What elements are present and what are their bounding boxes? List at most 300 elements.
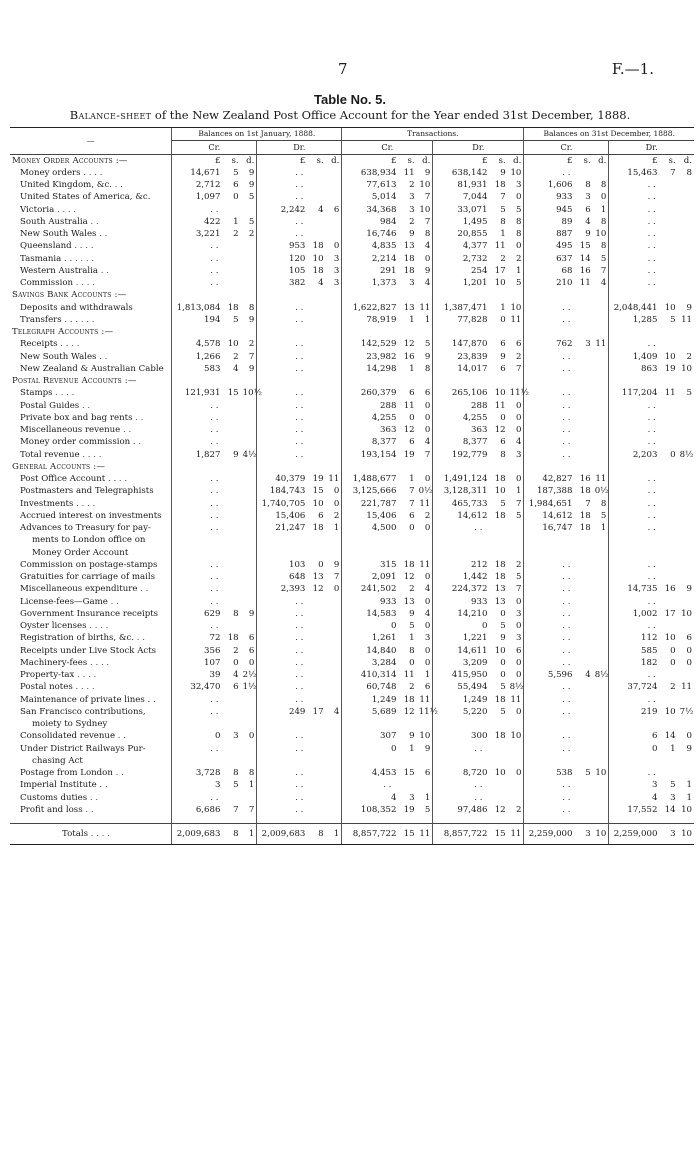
unit-shillings: s. bbox=[231, 155, 239, 166]
value-pence: 2 bbox=[515, 351, 522, 362]
totals-row bbox=[10, 824, 694, 845]
value-pounds: 260,379 bbox=[342, 387, 399, 399]
value-pounds: 33,071 bbox=[433, 204, 490, 216]
value-pounds: 1,495 bbox=[433, 216, 490, 228]
value-empty: . . bbox=[524, 559, 609, 571]
value-empty: . . bbox=[609, 204, 694, 216]
value-pounds: 40,379 bbox=[257, 473, 308, 485]
value-pence: 0 bbox=[424, 596, 431, 607]
row-label-text: Accrued interest on investments bbox=[20, 510, 162, 521]
row-label-text: Government Insurance receipts bbox=[20, 608, 159, 619]
value-pounds: 2,048,441 bbox=[609, 302, 660, 314]
value-pence: 1 bbox=[424, 314, 431, 325]
value-shillings: 1 bbox=[409, 363, 415, 374]
value-pounds: 363 bbox=[342, 424, 399, 436]
row-label bbox=[10, 645, 172, 657]
value-empty: . . bbox=[524, 608, 609, 620]
table-row bbox=[10, 498, 694, 510]
value-empty: . . bbox=[524, 424, 609, 436]
value-empty: . . bbox=[257, 743, 342, 755]
value-pounds: 762 bbox=[524, 338, 575, 350]
value-empty: . . bbox=[524, 583, 609, 595]
value-empty: . . bbox=[609, 228, 694, 240]
row-label-text: Oyster licenses bbox=[20, 621, 87, 631]
total-shillings: 15 bbox=[398, 824, 416, 845]
total-pounds: 2,259,000 bbox=[524, 824, 575, 845]
value-pounds: 291 bbox=[342, 265, 399, 277]
row-label-continuation bbox=[10, 755, 694, 767]
blank-cell bbox=[257, 461, 342, 473]
value-pounds: 953 bbox=[257, 240, 308, 252]
value-pounds: 6 bbox=[609, 730, 660, 742]
header-label-cell: — bbox=[10, 128, 172, 155]
row-label-text: Private box and bag rents bbox=[20, 412, 133, 423]
value-pence: 11 bbox=[419, 302, 431, 313]
value-pence: 8 bbox=[515, 229, 522, 239]
value-pence: 9 bbox=[686, 302, 692, 313]
value-pence: 0 bbox=[248, 657, 255, 668]
value-pounds: 77,828 bbox=[433, 314, 490, 326]
value-empty: . . bbox=[609, 522, 694, 534]
value-shillings: 5 bbox=[233, 314, 239, 325]
value-shillings: 4 bbox=[233, 670, 239, 680]
value-pounds: 15,463 bbox=[609, 167, 660, 179]
value-empty: . . bbox=[609, 596, 694, 608]
value-pounds: 2,393 bbox=[257, 583, 308, 595]
table-row bbox=[10, 473, 694, 485]
value-empty: . . bbox=[524, 706, 609, 718]
value-shillings: 18 bbox=[579, 510, 591, 521]
value-pence: 0 bbox=[424, 474, 431, 484]
value-pence: 4 bbox=[424, 584, 431, 595]
value-shillings: 7 bbox=[409, 498, 415, 509]
value-shillings: 8 bbox=[233, 768, 239, 778]
value-pence: 10 bbox=[595, 229, 607, 239]
value-pounds: 14,017 bbox=[433, 363, 490, 375]
value-pence: 0 bbox=[424, 412, 431, 423]
value-shillings: 12 bbox=[403, 706, 415, 717]
value-shillings: 2 bbox=[409, 682, 415, 693]
header-group-opening: Balances on 1st January, 1888. bbox=[172, 128, 342, 141]
value-pounds: 117,204 bbox=[609, 387, 660, 399]
section-header-row bbox=[10, 326, 694, 338]
value-shillings: 10 bbox=[312, 498, 324, 509]
leader-dots: . . . . bbox=[73, 278, 95, 288]
value-shillings: 15 bbox=[403, 768, 415, 778]
blank-cell bbox=[342, 534, 433, 546]
value-shillings: 12 bbox=[494, 804, 506, 815]
value-pence: 1½ bbox=[242, 682, 257, 693]
value-empty: . . bbox=[524, 436, 609, 448]
row-label bbox=[10, 632, 172, 644]
total-pence: 10 bbox=[678, 824, 694, 845]
value-pounds: 221,787 bbox=[342, 498, 399, 510]
table-row bbox=[10, 400, 694, 412]
row-label: Money Order Account bbox=[32, 547, 129, 558]
value-pounds: 184,743 bbox=[257, 485, 308, 497]
value-pence: 5 bbox=[515, 204, 522, 215]
value-shillings: 8 bbox=[500, 449, 506, 460]
value-shillings: 18 bbox=[403, 253, 415, 264]
total-pence: 11 bbox=[417, 824, 433, 845]
table-row bbox=[10, 253, 694, 265]
value-pounds: 1,261 bbox=[342, 632, 399, 644]
leader-dots: . . bbox=[112, 768, 124, 778]
value-pence: 4 bbox=[424, 241, 431, 252]
value-pounds: 1,201 bbox=[433, 277, 490, 289]
value-pounds: 1,813,084 bbox=[172, 302, 223, 314]
value-pounds: 933 bbox=[433, 596, 490, 608]
value-pounds: 638,142 bbox=[433, 167, 490, 179]
header-group-closing: Balances on 31st December, 1888. bbox=[524, 128, 694, 141]
document-reference: F.—1. bbox=[611, 60, 654, 78]
value-pounds: 193,154 bbox=[342, 449, 399, 461]
value-pounds: 0 bbox=[433, 620, 490, 632]
row-label-continuation bbox=[10, 718, 694, 730]
value-pence: 11 bbox=[419, 559, 431, 570]
unit-pounds: £ bbox=[433, 154, 490, 167]
value-pounds: 5,689 bbox=[342, 706, 399, 718]
row-label-text: Receipts under Live Stock Acts bbox=[20, 645, 157, 656]
value-pounds: 8,377 bbox=[433, 436, 490, 448]
blank-cell bbox=[342, 816, 433, 824]
value-pence: 10 bbox=[681, 804, 692, 815]
subtitle-lead: Balance-sheet bbox=[69, 108, 152, 122]
value-empty: . . bbox=[257, 191, 342, 203]
value-shillings: 4 bbox=[318, 204, 324, 215]
total-pounds: 2,259,000 bbox=[609, 824, 660, 845]
value-pounds: 3,728 bbox=[172, 767, 223, 779]
value-shillings: 5 bbox=[500, 682, 506, 693]
value-empty: . . bbox=[609, 277, 694, 289]
value-shillings: 3 bbox=[409, 792, 415, 803]
value-pounds: 2,242 bbox=[257, 204, 308, 216]
value-shillings: 18 bbox=[494, 731, 506, 742]
value-shillings: 6 bbox=[409, 510, 415, 521]
value-empty: . . bbox=[433, 743, 524, 755]
value-pounds: 224,372 bbox=[433, 583, 490, 595]
value-pence: 3 bbox=[333, 253, 340, 264]
total-shillings: 8 bbox=[222, 824, 240, 845]
value-pounds: 81,931 bbox=[433, 179, 490, 191]
value-pence: 10 bbox=[419, 180, 431, 190]
value-pounds: 20,855 bbox=[433, 228, 490, 240]
row-label bbox=[10, 596, 172, 608]
value-shillings: 18 bbox=[403, 694, 415, 705]
row-label bbox=[10, 804, 172, 816]
value-pounds: 194 bbox=[172, 314, 223, 326]
blank-cell bbox=[433, 534, 524, 546]
row-label bbox=[10, 620, 172, 632]
value-shillings: 5 bbox=[409, 621, 415, 631]
leader-dots: . . . . bbox=[52, 388, 75, 399]
blank-cell bbox=[342, 326, 433, 338]
value-shillings: 18 bbox=[579, 486, 591, 497]
value-pounds: 7,044 bbox=[433, 191, 490, 203]
value-shillings: 0 bbox=[500, 657, 506, 668]
value-shillings: 18 bbox=[494, 559, 506, 570]
row-label-text: United States of America, &c. bbox=[20, 192, 151, 203]
value-shillings: 13 bbox=[494, 584, 506, 595]
value-pounds: 182 bbox=[609, 657, 660, 669]
row-label-text: Postal notes bbox=[20, 682, 73, 693]
value-pence: 8 bbox=[248, 768, 255, 778]
unit-pence: d. bbox=[598, 155, 607, 166]
unit-pounds: £ bbox=[342, 154, 399, 167]
leader-dots: . . bbox=[132, 412, 144, 423]
table-row bbox=[10, 228, 694, 240]
blank-cell bbox=[172, 547, 257, 559]
value-pence: 6 bbox=[424, 768, 431, 778]
value-pence: 9 bbox=[248, 167, 255, 178]
value-empty: . . bbox=[172, 694, 257, 706]
value-shillings: 2 bbox=[409, 584, 415, 595]
value-pounds: 34,368 bbox=[342, 204, 399, 216]
row-label-text: Commission bbox=[20, 278, 74, 288]
value-pounds: 8,377 bbox=[342, 436, 399, 448]
value-pounds: 108,352 bbox=[342, 804, 399, 816]
unit-shillings: s. bbox=[316, 155, 324, 166]
value-empty: . . bbox=[524, 620, 609, 632]
value-pounds: 4 bbox=[342, 792, 399, 804]
leader-dots: . . bbox=[87, 216, 99, 227]
leader-dots: . . . . bbox=[54, 204, 77, 215]
table-subtitle bbox=[0, 108, 700, 122]
value-pence: 0 bbox=[515, 670, 522, 680]
value-empty: . . bbox=[257, 449, 342, 461]
value-empty: . . bbox=[524, 351, 609, 363]
value-pence: 8 bbox=[600, 498, 607, 509]
value-shillings: 18 bbox=[494, 474, 506, 484]
value-empty: . . bbox=[172, 240, 257, 252]
header-groups-row bbox=[10, 128, 694, 141]
value-pence: 5 bbox=[515, 510, 522, 521]
table-body bbox=[10, 154, 694, 845]
value-shillings: 10 bbox=[664, 302, 676, 313]
value-shillings: 15 bbox=[227, 388, 239, 399]
value-pence: 5 bbox=[248, 216, 255, 227]
value-pounds: 585 bbox=[609, 645, 660, 657]
value-shillings: 1 bbox=[409, 633, 415, 644]
value-pounds: 23,839 bbox=[433, 351, 490, 363]
value-pence: 0 bbox=[424, 523, 431, 533]
row-label bbox=[10, 694, 172, 706]
blank-cell bbox=[257, 755, 342, 767]
value-pounds: 42,827 bbox=[524, 473, 575, 485]
row-label-text: Postage from London bbox=[20, 768, 113, 778]
blank-cell bbox=[433, 755, 524, 767]
value-shillings: 13 bbox=[403, 302, 415, 313]
value-pounds: 107 bbox=[172, 657, 223, 669]
value-pounds: 16,746 bbox=[342, 228, 399, 240]
value-pence: 3 bbox=[515, 608, 522, 619]
row-label bbox=[10, 424, 172, 436]
header-cr: Cr. bbox=[172, 141, 257, 154]
leader-dots: . . bbox=[79, 400, 91, 411]
row-label-text: Miscellaneous expenditure bbox=[20, 584, 138, 595]
row-label bbox=[10, 265, 172, 277]
leader-dots: . . bbox=[120, 425, 132, 435]
value-pence: 3 bbox=[515, 449, 522, 460]
value-empty: . . bbox=[257, 669, 342, 681]
blank-cell bbox=[257, 534, 342, 546]
value-shillings: 5 bbox=[233, 780, 239, 791]
value-pence: 5 bbox=[515, 278, 522, 288]
row-label-text: Total revenue bbox=[20, 449, 80, 460]
row-label bbox=[10, 412, 172, 424]
value-pence: 4½ bbox=[242, 449, 257, 460]
unit-pence: d. bbox=[513, 155, 522, 166]
value-empty: . . bbox=[172, 253, 257, 265]
value-empty: . . bbox=[257, 767, 342, 779]
section-header-row bbox=[10, 461, 694, 473]
row-label-text: Maintenance of private lines . . bbox=[20, 694, 156, 705]
value-pence: 11 bbox=[419, 498, 431, 509]
header-dr: Dr. bbox=[433, 141, 524, 154]
value-empty: . . bbox=[524, 302, 609, 314]
value-pounds: 72 bbox=[172, 632, 223, 644]
value-pence: 11 bbox=[419, 694, 431, 705]
value-shillings: 5 bbox=[670, 314, 676, 325]
value-pence: 0 bbox=[600, 192, 607, 203]
value-pounds: 254 bbox=[433, 265, 490, 277]
value-pounds: 315 bbox=[342, 559, 399, 571]
value-empty: . . bbox=[257, 792, 342, 804]
value-empty: . . bbox=[257, 302, 342, 314]
row-label bbox=[10, 706, 172, 718]
table-row bbox=[10, 240, 694, 252]
row-label bbox=[10, 498, 172, 510]
value-shillings: 18 bbox=[312, 523, 324, 533]
value-pence: 5 bbox=[686, 388, 692, 399]
row-label bbox=[10, 179, 172, 191]
value-pounds: 410,314 bbox=[342, 669, 399, 681]
row-label bbox=[10, 302, 172, 314]
value-pounds: 1,387,471 bbox=[433, 302, 490, 314]
row-label: chasing Act bbox=[32, 755, 83, 766]
table-row bbox=[10, 363, 694, 375]
blank-cell bbox=[433, 816, 524, 824]
row-label-text: Advances to Treasury for pay- bbox=[20, 523, 151, 533]
row-label bbox=[10, 338, 172, 350]
value-shillings: 11 bbox=[579, 278, 591, 288]
value-pounds: 32,470 bbox=[172, 681, 223, 693]
value-pounds: 15,406 bbox=[342, 510, 399, 522]
value-pence: 1 bbox=[424, 792, 431, 803]
value-empty: . . bbox=[257, 338, 342, 350]
value-pounds: 0 bbox=[609, 743, 660, 755]
value-pounds: 16,747 bbox=[524, 522, 575, 534]
value-shillings: 12 bbox=[403, 425, 415, 435]
value-pounds: 4,500 bbox=[342, 522, 399, 534]
value-shillings: 9 bbox=[585, 229, 591, 239]
value-pence: 6 bbox=[515, 339, 522, 350]
row-label bbox=[10, 743, 172, 755]
value-pence: 0 bbox=[424, 425, 431, 435]
value-pence: 11½ bbox=[418, 706, 438, 717]
value-shillings: 6 bbox=[409, 437, 415, 448]
leader-dots: . . bbox=[134, 633, 145, 644]
value-empty: . . bbox=[609, 240, 694, 252]
row-label: moiety to Sydney bbox=[32, 719, 108, 729]
blank-cell bbox=[172, 326, 257, 338]
value-pounds: 142,529 bbox=[342, 338, 399, 350]
value-pence: 9 bbox=[333, 559, 340, 570]
row-label bbox=[10, 583, 172, 595]
value-shillings: 3 bbox=[585, 339, 591, 350]
value-pence: 5 bbox=[248, 192, 255, 203]
value-shillings: 7 bbox=[500, 192, 506, 203]
value-pounds: 23,982 bbox=[342, 351, 399, 363]
value-empty: . . bbox=[433, 522, 524, 534]
leader-dots: . . bbox=[116, 474, 128, 484]
value-shillings: 5 bbox=[233, 167, 239, 178]
value-pence: 4 bbox=[424, 437, 431, 448]
table-row bbox=[10, 767, 694, 779]
unit-shillings: s. bbox=[407, 155, 415, 166]
value-pence: 10 bbox=[510, 302, 522, 313]
value-pence: 0 bbox=[515, 192, 522, 203]
value-pence: 0 bbox=[424, 657, 431, 668]
value-empty: . . bbox=[257, 804, 342, 816]
value-pounds: 4 bbox=[609, 792, 660, 804]
blank-cell bbox=[609, 461, 694, 473]
row-label bbox=[10, 681, 172, 693]
value-empty: . . bbox=[172, 277, 257, 289]
value-pounds: 629 bbox=[172, 608, 223, 620]
value-shillings: 3 bbox=[670, 792, 676, 803]
table-row bbox=[10, 669, 694, 681]
value-shillings: 0 bbox=[233, 192, 239, 203]
leader-dots: . . bbox=[98, 265, 109, 276]
value-empty: . . bbox=[524, 387, 609, 399]
value-pounds: 382 bbox=[257, 277, 308, 289]
value-empty: . . bbox=[257, 436, 342, 448]
value-empty: . . bbox=[257, 730, 342, 742]
total-shillings: 8 bbox=[307, 824, 325, 845]
total-pounds: 8,857,722 bbox=[342, 824, 399, 845]
row-label bbox=[10, 204, 172, 216]
blank-cell bbox=[172, 461, 257, 473]
value-empty: . . bbox=[524, 363, 609, 375]
value-empty: . . bbox=[257, 596, 342, 608]
blank-cell bbox=[524, 534, 609, 546]
value-pence: 9 bbox=[686, 584, 692, 595]
value-pence: 4 bbox=[515, 437, 522, 448]
value-shillings: 12 bbox=[312, 584, 324, 595]
value-pounds: 14,671 bbox=[172, 167, 223, 179]
row-label bbox=[10, 253, 172, 265]
table-row bbox=[10, 522, 694, 534]
value-empty: . . bbox=[172, 265, 257, 277]
value-pounds: 5,014 bbox=[342, 191, 399, 203]
value-pounds: 147,870 bbox=[433, 338, 490, 350]
value-shillings: 10 bbox=[494, 388, 506, 399]
value-empty: . . bbox=[257, 412, 342, 424]
value-pence: 10 bbox=[419, 731, 431, 742]
blank-cell bbox=[609, 289, 694, 301]
value-pounds: 0 bbox=[342, 743, 399, 755]
leader-dots: . . bbox=[96, 351, 108, 362]
value-empty: . . bbox=[172, 620, 257, 632]
value-empty: . . bbox=[609, 253, 694, 265]
unit-pounds: £ bbox=[524, 154, 575, 167]
value-pence: 7 bbox=[424, 192, 431, 203]
value-pounds: 14,611 bbox=[433, 645, 490, 657]
value-pence: 8 bbox=[424, 229, 431, 239]
value-shillings: 10 bbox=[312, 253, 324, 264]
row-label bbox=[10, 485, 172, 497]
